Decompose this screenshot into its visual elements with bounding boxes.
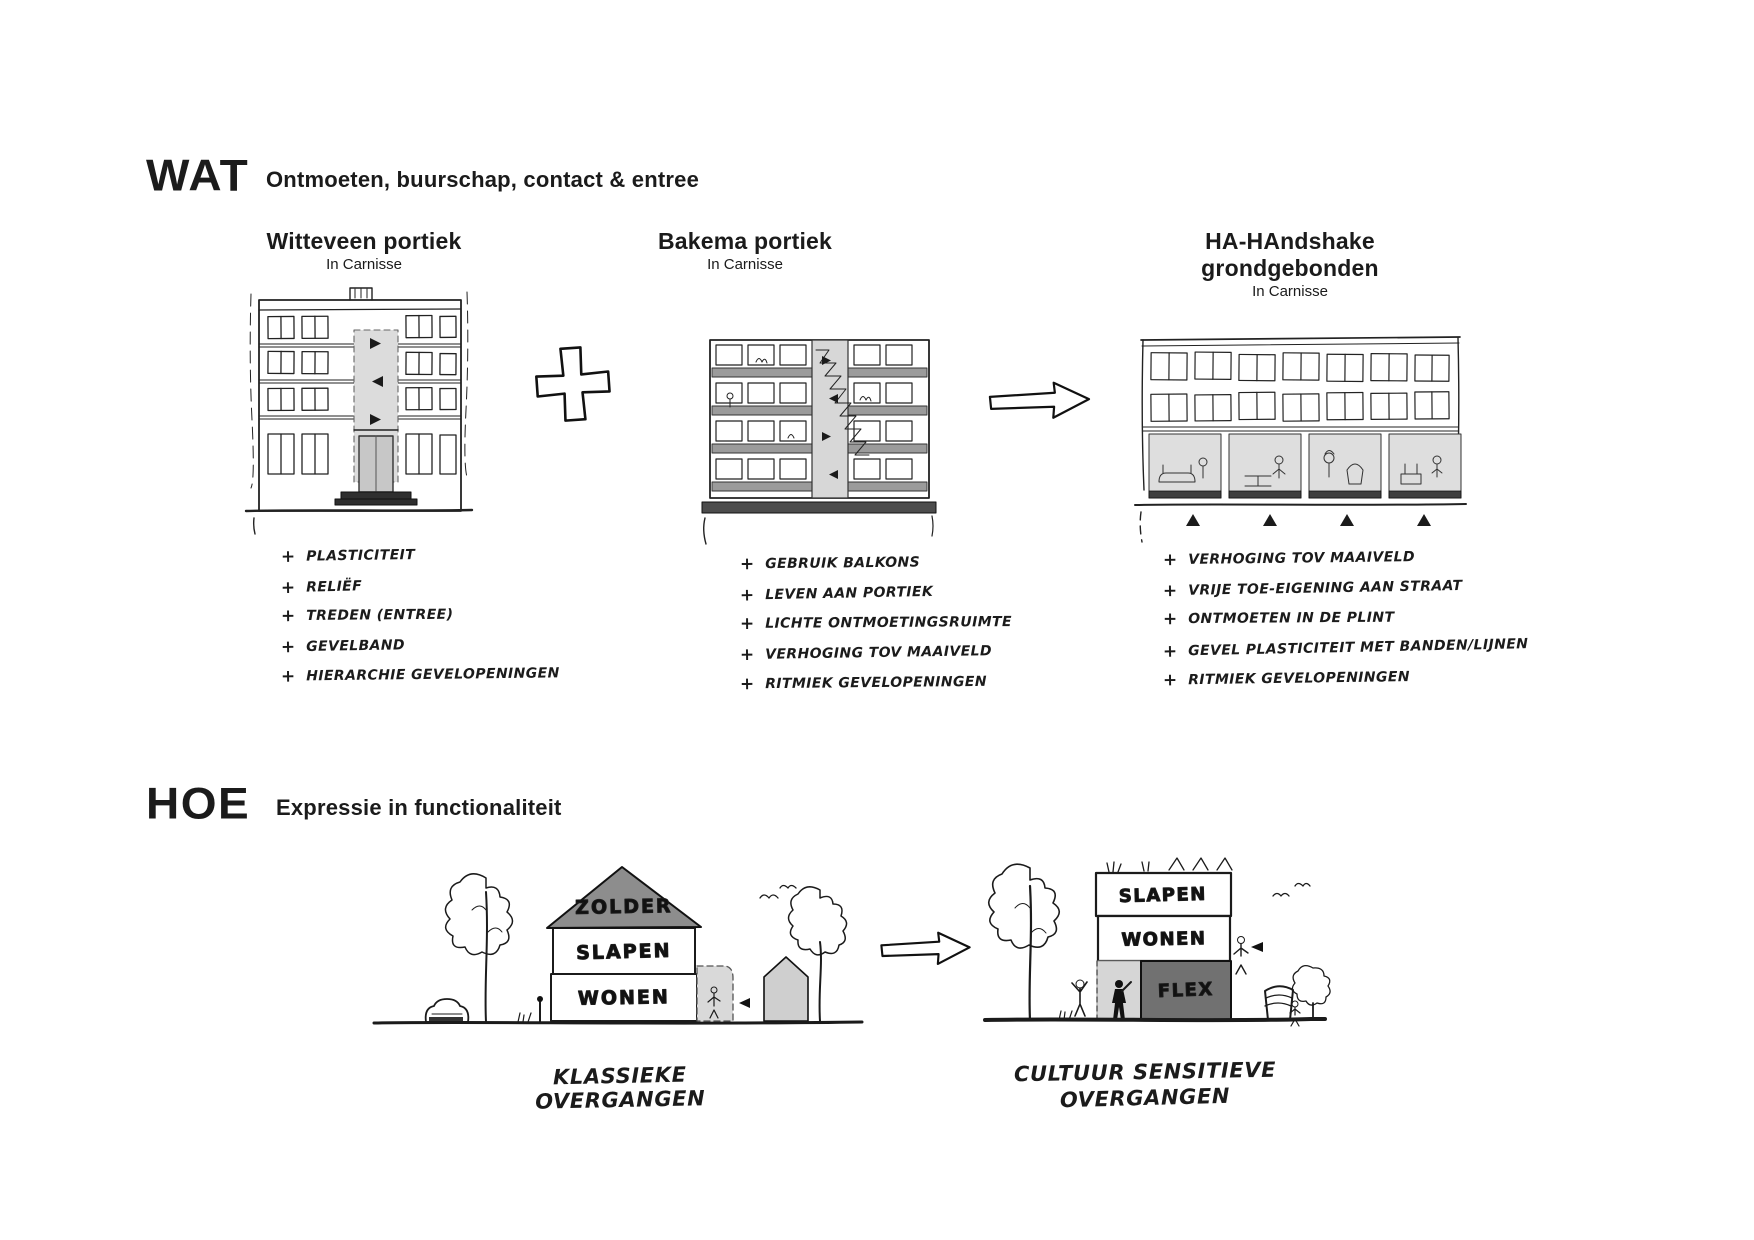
trash-bin bbox=[1265, 986, 1293, 1020]
column-header-bakema bbox=[595, 228, 895, 273]
caption-cultural-transitions bbox=[995, 1057, 1295, 1113]
birds bbox=[760, 886, 796, 899]
floor-label-slapen: SLAPEN bbox=[1118, 883, 1208, 908]
storefront-sills bbox=[1149, 491, 1461, 498]
bullet-item: + VERHOGING TOV MAAIVELD bbox=[739, 643, 993, 666]
bollard bbox=[537, 996, 543, 1022]
cultural-transitions-sketch bbox=[973, 838, 1353, 1034]
column-heading: Bakema portiek bbox=[657, 228, 833, 254]
ground-line bbox=[374, 1022, 862, 1023]
annex bbox=[697, 966, 733, 1021]
plus-icon bbox=[530, 342, 616, 428]
entrance-door bbox=[354, 430, 398, 492]
bakema-sketch bbox=[700, 326, 940, 548]
bullet-item: + ONTMOETEN IN DE PLINT bbox=[1162, 609, 1395, 630]
bullet-item: + LICHTE ONTMOETINGSRUIMTE bbox=[739, 613, 1012, 634]
street-band bbox=[702, 502, 936, 513]
plus-marker: + bbox=[1162, 670, 1178, 691]
classic-transitions-sketch bbox=[368, 850, 868, 1034]
bullet-item: + RITMIEK GEVELOPENINGEN bbox=[739, 673, 988, 695]
grass-tuft bbox=[518, 1013, 531, 1022]
column-subheading: In Carnisse bbox=[1252, 283, 1328, 300]
chimney bbox=[350, 288, 372, 300]
direction-triangle bbox=[739, 998, 750, 1008]
bullet-item: + LEVEN AAN PORTIEK bbox=[739, 583, 934, 606]
floor-label-wonen: WONEN bbox=[1121, 928, 1207, 951]
bullet-list-handshake bbox=[1163, 549, 1528, 699]
column-header-handshake bbox=[1130, 228, 1450, 300]
bullet-list-bakema bbox=[740, 554, 1012, 704]
waving-person bbox=[1072, 980, 1087, 1016]
column-heading: HA-HAndshake grondgebonden bbox=[1201, 228, 1379, 281]
arrow-right-icon bbox=[985, 376, 1095, 426]
plus-marker: + bbox=[280, 577, 296, 599]
floor-label-wonen: WONEN bbox=[577, 986, 671, 1010]
bullet-item: + GEVEL PLASTICITEIT MET BANDEN/LIJNEN bbox=[1162, 636, 1529, 662]
caption-line: OVERGANGEN bbox=[1059, 1083, 1231, 1113]
plus-marker: + bbox=[739, 674, 755, 695]
plus-marker: + bbox=[280, 666, 296, 687]
bullet-item: + VERHOGING TOV MAAIVELD bbox=[1162, 549, 1416, 571]
plus-marker: + bbox=[1162, 550, 1178, 571]
floor-label-slapen: SLAPEN bbox=[575, 939, 672, 965]
arrow-right-icon bbox=[877, 926, 975, 972]
caption-classic-transitions: KLASSIEKE OVERGANGEN bbox=[534, 1062, 706, 1114]
bullet-item: + TREDEN (ENTREE) bbox=[280, 606, 454, 627]
car bbox=[426, 999, 469, 1022]
hoe-subtitle: Expressie in functionaliteit bbox=[276, 795, 562, 820]
ground-line bbox=[985, 1019, 1325, 1020]
bullet-item: + PLASTICITEIT bbox=[280, 546, 416, 567]
floor-label-zolder: ZOLDER bbox=[574, 895, 673, 919]
bullet-list-witteveen bbox=[281, 546, 560, 696]
plint-storefronts bbox=[1149, 434, 1461, 498]
hoe-title: HOE bbox=[146, 777, 251, 829]
tree bbox=[989, 864, 1060, 1020]
plus-marker: + bbox=[280, 546, 296, 567]
column-header-witteveen bbox=[214, 228, 514, 273]
window-row bbox=[1151, 391, 1449, 423]
witteveen-sketch bbox=[244, 280, 474, 535]
plus-marker: + bbox=[739, 585, 755, 606]
plus-marker: + bbox=[1162, 609, 1178, 630]
ground-line bbox=[246, 510, 472, 511]
bullet-item: + RELIËF bbox=[280, 577, 363, 599]
ground-line bbox=[1135, 504, 1466, 505]
wat-title: WAT bbox=[146, 149, 250, 201]
plus-marker: + bbox=[280, 606, 296, 627]
bullet-item: + RITMIEK GEVELOPENINGEN bbox=[1162, 669, 1411, 691]
plus-marker: + bbox=[739, 554, 755, 575]
plus-marker: + bbox=[1162, 580, 1178, 602]
bullet-item: + HIERARCHIE GEVELOPENINGEN bbox=[280, 665, 560, 687]
column-subheading: In Carnisse bbox=[326, 256, 402, 273]
caption-line: CULTUUR SENSITIEVE bbox=[1013, 1057, 1277, 1087]
site-boundary-right bbox=[465, 292, 468, 480]
bullet-item: + VRIJE TOE-EIGENING AAN STRAAT bbox=[1162, 577, 1463, 602]
plus-marker: + bbox=[1162, 641, 1178, 662]
bullet-item: + GEVELBAND bbox=[280, 637, 406, 658]
plus-marker: + bbox=[280, 637, 296, 658]
handshake-sketch bbox=[1133, 330, 1468, 548]
tree bbox=[445, 874, 512, 1022]
bullet-item: + GEBRUIK BALKONS bbox=[739, 554, 921, 575]
plus-marker: + bbox=[739, 644, 755, 666]
entrance-triangles bbox=[1186, 514, 1431, 526]
site-boundary-left bbox=[250, 294, 253, 488]
rooftop-marks bbox=[1107, 858, 1232, 872]
column-subheading: In Carnisse bbox=[707, 256, 783, 273]
window-row bbox=[1151, 352, 1449, 383]
plus-marker: + bbox=[739, 613, 755, 634]
floor-label-flex: FLEX bbox=[1157, 979, 1215, 1002]
climbing-figure bbox=[1234, 937, 1263, 975]
wat-subtitle: Ontmoeten, buurschap, contact & entree bbox=[266, 167, 700, 192]
birds bbox=[1273, 884, 1310, 897]
entrance-steps bbox=[335, 492, 417, 505]
facade-band bbox=[1143, 427, 1458, 431]
small-house bbox=[764, 957, 808, 1021]
column-heading: Witteveen portiek bbox=[266, 228, 462, 254]
